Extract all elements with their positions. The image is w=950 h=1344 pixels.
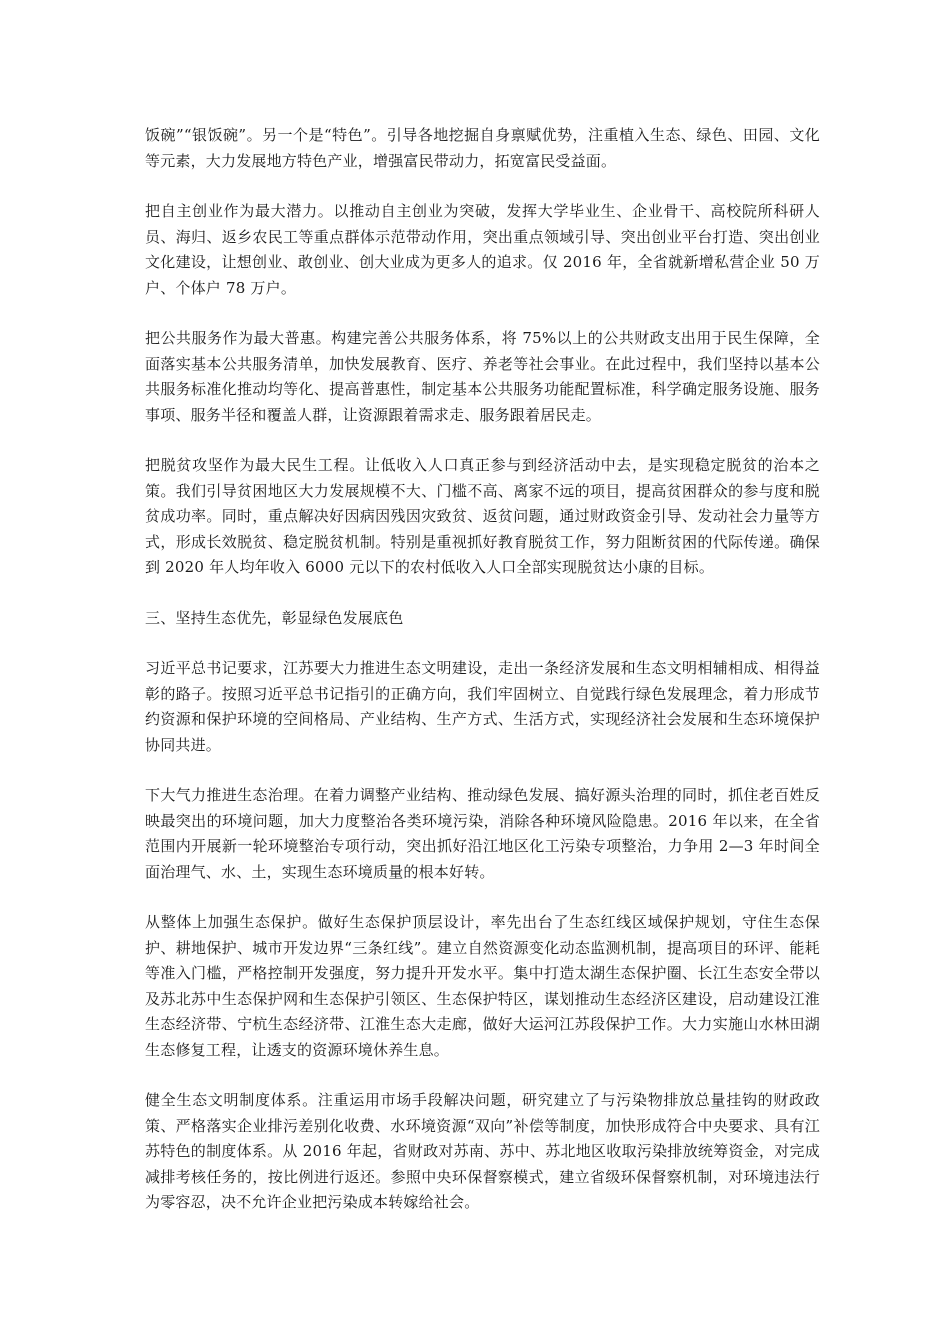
- paragraph-ecological-civilization: 习近平总书记要求，江苏要大力推进生态文明建设，走出一条经济发展和生态文明相辅相成、相得益彰的路子。按照习近平总书记指引的正确方向，我们牢固树立、自觉践行绿色发展理念，着力形成节约资源和保护环境的空间格局、产业结构、生产方式、生活方式，实现经济社会发展和生态环境保护协同共进。: [145, 659, 820, 754]
- paragraph-poverty-alleviation: 把脱贫攻坚作为最大民生工程。让低收入人口真正参与到经济活动中去，是实现稳定脱贫的治本之策。我们引导贫困地区大力发展规模不大、门槛不高、离家不远的项目，提高贫困群众的参与度和脱贫成功率。同时，重点解决好因病因残因灾致贫、返贫问题，通过财政资金引导、发动社会力量等方式，形成长效脱贫、稳定脱贫机制。特别是重视抓好教育脱贫工作，努力阻断贫困的代际传递。确保到 2020 年人均年收入 6000 元以下的农村低收入人口全部实现脱贫达小康的目标。: [145, 456, 820, 576]
- paragraph-institutional-system: 健全生态文明制度体系。注重运用市场手段解决问题，研究建立了与污染物排放总量挂钩的财政政策、严格落实企业排污差别化收费、水环境资源“双向”补偿等制度，加快形成符合中央要求、具有江苏特色的制度体系。从 2016 年起，省财政对苏南、苏中、苏北地区收取污染排放统筹资金，对完成减排考核任务的，按比例进行返还。参照中央环保督察模式，建立省级环保督察机制，对环境违法行为零容忍，决不允许企业把污染成本转嫁给社会。: [145, 1091, 820, 1211]
- paragraph-ecological-protection: 从整体上加强生态保护。做好生态保护顶层设计，率先出台了生态红线区域保护规划，守住生态保护、耕地保护、城市开发边界“三条红线”。建立自然资源变化动态监测机制，提高项目的环评、能耗等准入门槛，严格控制开发强度，努力提升开发水平。集中打造太湖生态保护圈、长江生态安全带以及苏北苏中生态保护网和生态保护引领区、生态保护特区，谋划推动生态经济区建设，启动建设江淮生态经济带、宁杭生态经济带、江淮生态大走廊，做好大运河江苏段保护工作。大力实施山水林田湖生态修复工程，让透支的资源环境休养生息。: [145, 913, 820, 1059]
- paragraph-public-services: 把公共服务作为最大普惠。构建完善公共服务体系，将 75%以上的公共财政支出用于民生保障，全面落实基本公共服务清单，加快发展教育、医疗、养老等社会事业。在此过程中，我们坚持以基本公共服务标准化推动均等化、提高普惠性，制定基本公共服务功能配置标准，科学确定服务设施、服务事项、服务半径和覆盖人群，让资源跟着需求走、服务跟着居民走。: [145, 329, 820, 424]
- paragraph-ecological-governance: 下大气力推进生态治理。在着力调整产业结构、推动绿色发展、搞好源头治理的同时，抓住老百姓反映最突出的环境问题，加大力度整治各类环境污染，消除各种环境风险隐患。2016 年以来，在全省范围内开展新一轮环境整治专项行动，突出抓好沿江地区化工污染专项整治，力争用 2—3 年时间全面治理气、水、土，实现生态环境质量的根本好转。: [145, 786, 820, 881]
- document-body: [145, 123, 820, 1241]
- paragraph-entrepreneurship: 把自主创业作为最大潜力。以推动自主创业为突破，发挥大学毕业生、企业骨干、高校院所科研人员、海归、返乡农民工等重点群体示范带动作用，突出重点领域引导、突出创业平台打造、突出创业文化建设，让想创业、敢创业、创大业成为更多人的追求。仅 2016 年，全省就新增私营企业 50 万户、个体户 78 万户。: [145, 202, 820, 297]
- paragraph-rural-income: 饭碗”“银饭碗”。另一个是“特色”。引导各地挖掘自身禀赋优势，注重植入生态、绿色、田园、文化等元素，大力发展地方特色产业，增强富民带动力，拓宽富民受益面。: [145, 126, 820, 170]
- section-heading-ecology: 三、坚持生态优先，彰显绿色发展底色: [145, 608, 404, 627]
